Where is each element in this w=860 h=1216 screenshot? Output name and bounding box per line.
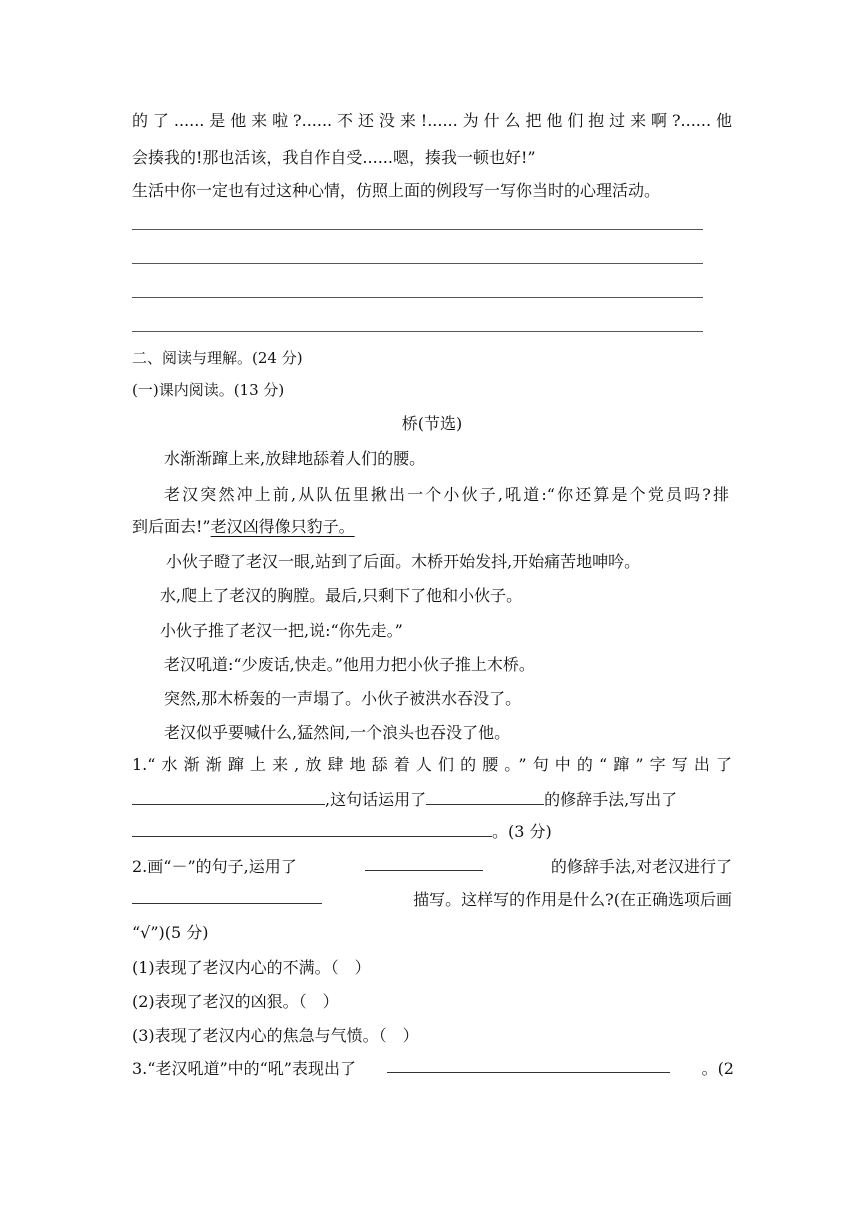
answer-line-3[interactable] — [132, 297, 703, 298]
part-heading: (一)课内阅读。(13 分) — [132, 381, 285, 399]
passage-paragraph: 突然,那木桥轰的一声塌了。小伙子被洪水吞没了。 — [164, 689, 522, 708]
passage-title: 桥(节选) — [401, 414, 463, 433]
answer-line-4[interactable] — [132, 331, 703, 332]
answer-blank[interactable] — [365, 856, 483, 871]
question-text: 的修辞手法,对老汉进行了 — [550, 857, 732, 876]
answer-blank[interactable] — [426, 790, 544, 805]
underlined-sentence: 老汉凶得像只豹子。 — [210, 517, 355, 536]
question-1-line-2 — [132, 789, 677, 811]
passage-paragraph: 老汉吼道:“少废话,快走。”他用力把小伙子推上木桥。 — [164, 655, 535, 674]
passage-paragraph: 小伙子推了老汉一把,说:“你先走。” — [160, 621, 403, 640]
passage-paragraph: 老汉突然冲上前,从队伍里揪出一个小伙子,吼道:“你还算是个党员吗?排 — [164, 485, 729, 504]
question-3-line-1 — [132, 1058, 734, 1080]
passage-paragraph: 小伙子瞪了老汉一眼,站到了后面。木桥开始发抖,开始痛苦地呻吟。 — [166, 552, 641, 571]
answer-blank[interactable] — [132, 790, 325, 805]
question-text: 。(2 — [701, 1059, 734, 1078]
question-2-line-1 — [132, 856, 732, 878]
question-1-line-3 — [132, 821, 552, 843]
question-text: 。(3 分) — [492, 822, 552, 841]
answer-line-1[interactable] — [132, 229, 703, 230]
passage-paragraph: 老汉似乎要喊什么,猛然间,一个浪头也吞没了他。 — [164, 723, 511, 742]
question-text: 2.画“－”的句子,运用了 — [132, 857, 297, 876]
question-2-line-2 — [132, 889, 732, 911]
question-text: ,这句话运用了 — [325, 790, 427, 809]
question-2-line-3: “√”)(5 分) — [132, 923, 209, 942]
passage-paragraph: 水渐渐蹿上来,放肆地舔着人们的腰。 — [164, 449, 426, 468]
option-3[interactable]: (3)表现了老汉内心的焦急与气愤。（ ） — [132, 1026, 419, 1045]
passage-paragraph: 水,爬上了老汉的胸膛。最后,只剩下了他和小伙子。 — [160, 586, 523, 605]
question-text: 描写。这样写的作用是什么?(在正确选项后画 — [413, 890, 732, 909]
option-1[interactable]: (1)表现了老汉内心的不满。（ ） — [132, 958, 371, 977]
intro-line-1: 的了......是他来啦?......不还没来!......为什么把他们抱过来啊?......他 — [132, 111, 732, 130]
answer-blank[interactable] — [387, 1058, 670, 1073]
answer-line-2[interactable] — [132, 263, 703, 264]
intro-line-2: 会揍我的!那也活该，我自作自受......嗯，揍我一顿也好!” — [132, 148, 536, 167]
question-text: 的修辞手法,写出了 — [544, 790, 678, 809]
passage-text: 到后面去!” — [132, 517, 211, 536]
option-2[interactable]: (2)表现了老汉的凶狠。（ ） — [132, 992, 339, 1011]
answer-blank[interactable] — [132, 822, 492, 837]
writing-instruction: 生活中你一定也有过这种心情，仿照上面的例段写一写你当时的心理活动。 — [132, 181, 661, 200]
question-text: 3.“老汉吼道”中的“吼”表现出了 — [132, 1059, 356, 1078]
passage-paragraph — [132, 516, 355, 538]
answer-blank[interactable] — [132, 889, 322, 904]
section-heading: 二、阅读与理解。(24 分) — [132, 349, 303, 367]
question-1-line-1: 1.“水渐渐蹿上来,放肆地舔着人们的腰。”句中的“蹿”字写出了 — [132, 755, 732, 774]
